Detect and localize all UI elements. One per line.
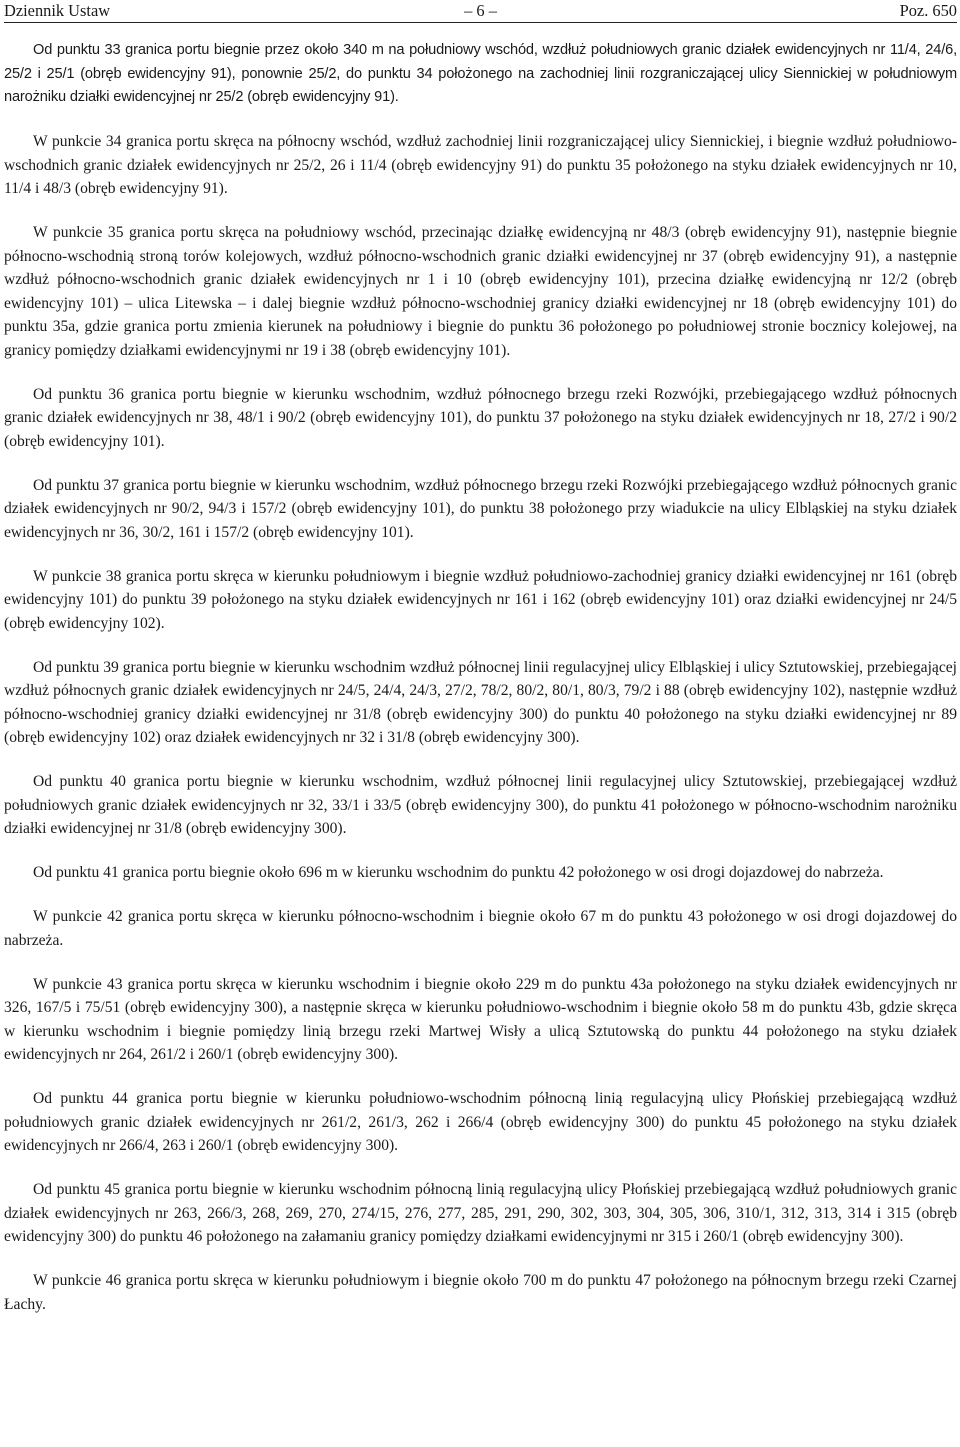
paragraph: W punkcie 42 granica portu skręca w kierunku północno-wschodnim i biegnie około 67 m do punktu 43 położonego w osi drogi dojazdowej do nabrzeża. bbox=[4, 908, 957, 949]
position-number: Poz. 650 bbox=[899, 1, 957, 20]
paragraph: Od punktu 45 granica portu biegnie w kierunku wschodnim północną linią regulacyjną ulicy Płońskiej przebiegającą wzdłuż południowych granic działek ewidencyjnych nr 263, 266/3, 268, 269, 270, 274/15, 276, 277, 285, 291, 290, 302, 303, 304, 305, 306, 310/1, 312, 313, 314 i 315 (obręb ewidencyjny 300) do punktu 46 położonego na załamaniu granicy pomiędzy działkami ewidencyjnymi nr 315 i 260/1 (obręb ewidencyjny 300). bbox=[4, 1181, 957, 1245]
paragraph: Od punktu 36 granica portu biegnie w kierunku wschodnim, wzdłuż północnego brzegu rzeki Rozwójki, przebiegającego wzdłuż północnych granic działek ewidencyjnych nr 38, 48/1 i 90/2 (obręb ewidencyjny 101), do punktu 37 położonego na styku działek ewidencyjnych nr 18, 27/2 i 90/2 (obręb ewidencyjny 101). bbox=[4, 385, 957, 450]
paragraph: Od punktu 40 granica portu biegnie w kierunku wschodnim, wzdłuż północnej linii regulacyjnej ulicy Sztutowskiej, przebiegającej wzdłuż południowych granic działek ewidencyjnych nr 32, 33/1 i 33/5 (obręb ewidencyjny 300), do punktu 41 położonego w północno-wschodnim narożniku działki ewidencyjnej nr 31/8 (obręb ewidencyjny 300). bbox=[4, 773, 957, 837]
paragraph: W punkcie 34 granica portu skręca na północny wschód, wzdłuż zachodniej linii rozgraniczającej ulicy Siennickiej, i biegnie wzdłuż południowo-wschodnich granic działek ewidencyjnych nr 25/2, 26 i 11/4 (obręb ewidencyjny 91) do punktu 35 położonego na styku działek ewidencyjnych nr 10, 11/4 i 48/3 (obręb ewidencyjny 91). bbox=[4, 133, 957, 197]
document-body bbox=[4, 39, 957, 1316]
paragraph: W punkcie 38 granica portu skręca w kierunku południowym i biegnie wzdłuż południowo-zachodniej granicy działki ewidencyjnej nr 161 (obręb ewidencyjny 101) do punktu 39 położonego na styku działek ewidencyjnych nr 161 i 162 (obręb ewidencyjny 101) oraz działki ewidencyjnej nr 24/5 (obręb ewidencyjny 102). bbox=[4, 567, 957, 632]
paragraph: W punkcie 35 granica portu skręca na południowy wschód, przecinając działkę ewidencyjną nr 48/3 (obręb ewidencyjny 91), następnie biegnie północno-wschodnią stroną torów kolejowych, wzdłuż północno-wschodnich granic działki ewidencyjnej nr 37 (obręb ewidencyjny 91), a następnie wzdłuż północno-wschodnich granic działek ewidencyjnych nr 1 i 10 (obręb ewidencyjny 101), przecina działkę ewidencyjną nr 12/2 (obręb ewidencyjny 101) – ulica Litewska – i dalej biegnie wzdłuż północno-wschodniej granicy działki ewidencyjnej nr 18 (obręb ewidencyjny 101) do punktu 35a, gdzie granica portu zmienia kierunek na południowy i biegnie do punktu 36 położonego po południowej stronie bocznicy kolejowej, na granicy pomiędzy działkami ewidencyjnymi nr 19 i 38 (obręb ewidencyjny 101). bbox=[4, 224, 957, 359]
page-number: – 6 – bbox=[464, 1, 497, 20]
paragraph: Od punktu 41 granica portu biegnie około 696 m w kierunku wschodnim do punktu 42 położonego w osi drogi dojazdowej do nabrzeża. bbox=[33, 864, 884, 881]
paragraph: Od punktu 37 granica portu biegnie w kierunku wschodnim, wzdłuż północnego brzegu rzeki Rozwójki przebiegającego wzdłuż północnych granic działek ewidencyjnych nr 90/2, 94/3 i 157/2 (obręb ewidencyjny 101), do punktu 38 położonego przy wiadukcie na ulicy Elbląskiej na styku działek ewidencyjnych nr 36, 30/2, 161 i 157/2 (obręb ewidencyjny 101). bbox=[4, 476, 957, 541]
page-header bbox=[4, 0, 957, 23]
paragraph: Od punktu 39 granica portu biegnie w kierunku wschodnim wzdłuż północnej linii regulacyjnej ulicy Elbląskiej i ulicy Sztutowskiej, przebiegającej wzdłuż północnych granic działek ewidencyjnych nr 24/5, 24/4, 24/3, 27/2, 78/2, 80/2, 80/1, 80/3, 79/2 i 88 (obręb ewidencyjny 102), następnie wzdłuż północno-wschodniej granicy działki ewidencyjnej nr 31/8 (obręb ewidencyjny 300) do punktu 40 położonego na styku działki ewidencyjnej nr 89 (obręb ewidencyjny 102) oraz działek ewidencyjnych nr 32 i 31/8 (obręb ewidencyjny 300). bbox=[4, 658, 957, 746]
paragraph: W punkcie 46 granica portu skręca w kierunku południowym i biegnie około 700 m do punktu 47 położonego na północnym brzegu rzeki Czarnej Łachy. bbox=[4, 1272, 957, 1313]
document-page bbox=[4, 0, 957, 1447]
paragraph: Od punktu 44 granica portu biegnie w kierunku południowo-wschodnim północną linią regulacyjną ulicy Płońskiej przebiegającą wzdłuż południowych granic działek ewidencyjnych nr 261/2, 261/3, 262 i 266/4 (obręb ewidencyjny 300) do punktu 45 położonego na styku działek ewidencyjnych nr 266/4, 263 i 260/1 (obręb ewidencyjny 300). bbox=[4, 1090, 957, 1154]
paragraph: Od punktu 33 granica portu biegnie przez około 340 m na południowy wschód, wzdłuż południowych granic działek ewidencyjnych nr 11/4, 24/6, 25/2 i 25/1 (obręb ewidencyjny 91), ponownie 25/2, do punktu 34 położonego na zachodniej linii rozgraniczającej ulicy Siennickiej w południowym narożniku działki ewidencyjnej nr 25/2 (obręb ewidencyjny 91). bbox=[4, 42, 957, 105]
paragraph: W punkcie 43 granica portu skręca w kierunku wschodnim i biegnie około 229 m do punktu 43a położonego na styku działek ewidencyjnych nr 326, 167/5 i 75/51 (obręb ewidencyjny 300), a następnie skręca w kierunku południowo-wschodnim i biegnie około 58 m do punktu 43b, gdzie skręca w kierunku wschodnim i biegnie pomiędzy linią brzegu rzeki Martwej Wisły a ulicą Sztutowską do punktu 44 położonego na styku działek ewidencyjnych nr 264, 261/2 i 260/1 (obręb ewidencyjny 300). bbox=[4, 975, 957, 1063]
journal-title: Dziennik Ustaw bbox=[4, 1, 111, 20]
